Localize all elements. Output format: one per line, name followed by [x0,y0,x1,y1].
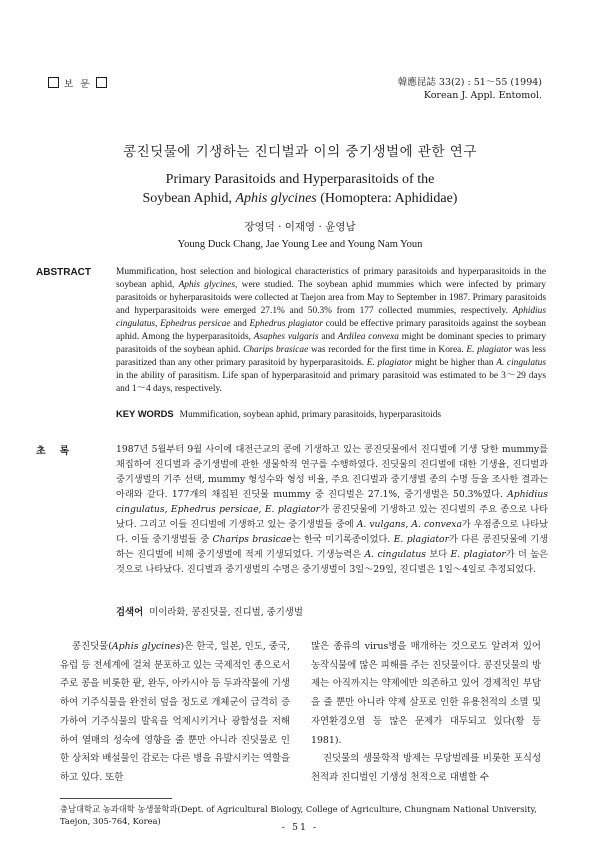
keywords-english: KEY WORDS Mummification, soybean aphid, primary parasitoids, hyperparasitoids [116,408,442,420]
korean-summary: 1987년 5월부터 9월 사이에 대전근교의 콩에 기생하고 있는 콩진딧물에서 진디벌에 기생 당한 mummy를 채집하여 진디벌과 중기생벌에 관한 생물학적 연구를 수행하였다. 진딧물의 진디벌에 대한 기생율, 진디벌과 중기생벌의 기주 선택, mummy 형성수와 형성 비율, 주요 진디벌과 중기생벌 종의 수명 등을 조사한 결과는 아래와 같다. 177개의 채집된 진딧물 mummy 중 진디벌은 27.1%, 중기생벌은 50.3%였다. Aphidius cingulatus, Ephedrus persicae, E. plagiator가 콩진딧물에 기생하고 있는 진디벌의 주요 종으로 나타났다. 그리고 이들 진디벌에 기생하고 있는 중기생벌들 중에 A. vulgans, A. convexa가 우점종으로 나타났다. 이들 중기생벌들 중 Charips brasicae는 한국 미기록종이었다. E. plagiator가 다른 콩진딧물에 기생하는 진디벌에 비해 중기생벌에 적게 기생되었다. 기생능력은 A. cingulatus 보다 E. plagiator가 더 높은 것으로 나타났다. 진디벌과 중기생벌의 수명은 중기생벌이 3일～29일, 진디벌은 1일～4일로 추정되었다. [116,444,549,575]
body-column-left: 콩진딧물(Aphis glycines)은 한국, 일본, 인도, 중국, 유럽 등 전세계에 걸쳐 분포하고 있는 국제적인 종으로서 주로 콩을 비롯한 팥, 완두, 아카시아 등 두과작물에 기생하여 기주식물을 완전히 덮을 정도로 개체군이 급격히 증가하여 기주식물의 발육을 억제시키거나 광합성을 저해하여 열매의 성숙에 영향을 줄 뿐만 아니라 진딧물로 인한 상처와 배설물인 감로는 다른 병을 유발시키는 역할을 하고 있다. 또한 [60,641,290,783]
affiliation-footnote: 충남대학교 농과대학 농생물학과(Dept. of Agricultural Biology, College of Agriculture, Chungnam National University, Taejon, 305-764, Korea) [60,804,537,826]
abstract-label: ABSTRACT [36,267,91,278]
keywords-korean: 검색어 미이라화, 콩진딧물, 진디벌, 중기생벌 [116,607,303,618]
page-number: - 51 - [281,822,319,833]
summary-label: 초록 [36,446,84,457]
body-paragraph: 진딧물의 생물학적 방제는 무당벌레를 비롯한 포식성 천적과 진디벌인 기생성 천적으로 대별할 수 [311,753,541,783]
section-label [48,76,107,90]
body-paragraph: 많은 종류의 virus병을 매개하는 것으로도 알려져 있어 농작식물에 많은 피해를 주는 진딧물이다. 콩진딧물의 방제는 아직까지는 약제에만 의존하고 있어 경제적인 부담을 줄 뿐만 아니라 약제 살포로 인한 유용천적의 소멸 및 자연환경오염 등 많은 문제가 대두되고 있다(황 등 1981). [311,641,541,746]
authors-english: Young Duck Chang, Jae Young Lee and Young Nam Youn [177,239,423,250]
checkbox-square-icon [96,77,107,88]
journal-header [398,76,542,102]
footnote-divider [60,798,172,799]
checkbox-square-icon [48,77,59,88]
journal-citation: 韓應昆誌 33(2) : 51～55 (1994) [397,77,542,88]
body-column-right [311,638,541,788]
korean-title: 콩진딧물에 기생하는 진디벌과 이의 중기생벌에 관한 연구 [123,144,477,160]
authors-korean: 장영덕 · 이재영 · 윤영남 [244,221,356,233]
abstract-body: Mummification, host selection and biological characteristics of primary parasitoids and hyperparasitoids in the soybean aphid, Aphis glycines, were studied. The soybean aphid mummies which were infected by primary parasitoids or hyherparasitoids were collected at Taejon area from May to September in 1987. Primary parasitoids and hyperparasitoids were emerged 27.1% and 50.3% from 177 collected mummies, respectively. Aphidius cingulatus, Ephedrus persicae and Ephedrus plagiator could be effective primary parasitoids against the soybean aphid. Among the hyperparasitoids, Asaphes vulgaris and Ardilea convexa might be dominant species to primary parasitoids of the soybean aphid. Charips brasicae was recorded for the first time in Korea. E. plagiator was less parasitized than any other primary parasitoid by hyperparasitoids. E. plagiator might be higher than A. cingulatus in the ability of parasitism. Life span of hyperparasitoid and primary parasitoid was estimated to be 3～29 days and 1～4 days, respectively. [116,267,547,394]
section-label-text: 보 문 [64,79,92,90]
english-title: Primary Parasitoids and Hyperparasitoids of the Soybean Aphid, Aphis glycines (Homoptera: Aphididae) [142,172,458,206]
journal-name: Korean J. Appl. Entomol. [423,90,542,101]
